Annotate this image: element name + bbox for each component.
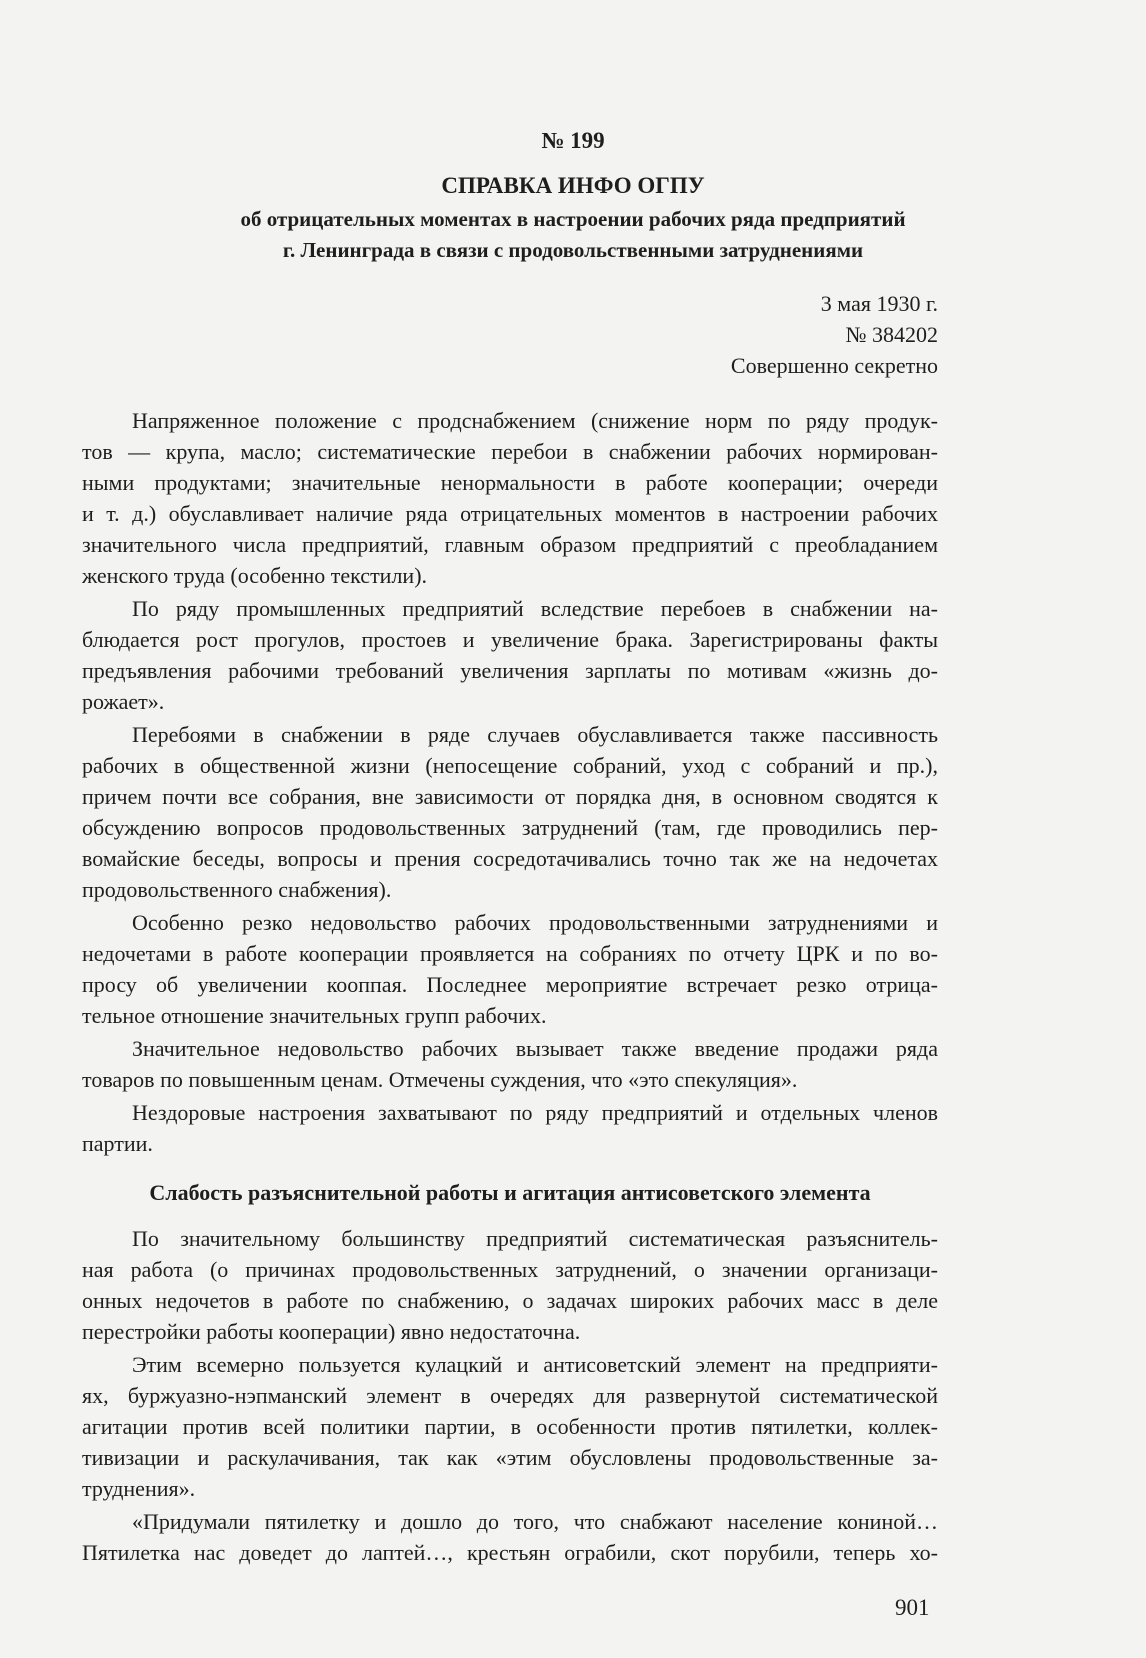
document-number: № 199 (541, 128, 605, 153)
text-line: тивизации и раскулачивания, так как «этим обусловлены продовольственные за- (82, 1445, 938, 1470)
text-line: «Придумали пятилетку и дошло до того, что снабжают население кониной… (132, 1509, 938, 1534)
paragraph (82, 1033, 938, 1095)
text-line: По ряду промышленных предприятий вследствие перебоев в снабжении на- (132, 596, 938, 621)
section-agitation (82, 1223, 938, 1568)
paragraph (82, 719, 938, 905)
document-date: 3 мая 1930 г. (820, 291, 938, 316)
text-line: рабочих в общественной жизни (непосещение собраний, уход с собраний и пр.), (82, 753, 938, 778)
text-line: По значительному большинству предприятий систематическая разъяснитель- (132, 1226, 938, 1251)
text-line: Особенно резко недовольство рабочих продовольственными затруднениями и (132, 910, 938, 935)
text-line: товаров по повышенным ценам. Отмечены суждения, что «это спекуляция». (82, 1067, 798, 1092)
text-line: просу об увеличении кооппая. Последнее мероприятие встречает резко отрица- (82, 972, 938, 997)
subtitle-line: об отрицательных моментах в настроении рабочих ряда предприятий (240, 207, 906, 231)
text-line: партии. (82, 1131, 153, 1156)
text-line: Пятилетка нас доведет до лаптей…, крестьян ограбили, скот порубили, теперь хо- (82, 1540, 938, 1565)
text-line: тов — крупа, масло; систематические перебои в снабжении рабочих нормирован- (82, 439, 938, 464)
text-line: женского труда (особенно текстили). (82, 563, 428, 588)
text-line: ными продуктами; значительные ненормальности в работе кооперации; очереди (82, 470, 938, 495)
paragraph (82, 405, 938, 591)
document-body (82, 405, 938, 1570)
document-meta (731, 288, 938, 381)
text-line: Этим всемерно пользуется кулацкий и антисоветский элемент на предприяти- (132, 1352, 938, 1377)
paragraph (82, 1097, 938, 1159)
paragraph (82, 907, 938, 1031)
registration-number: № 384202 (845, 322, 938, 347)
document-title: СПРАВКА ИНФО ОГПУ (441, 173, 705, 198)
text-line: Значительное недовольство рабочих вызывает также введение продажи ряда (132, 1036, 938, 1061)
classification-label: Совершенно секретно (730, 353, 938, 378)
text-line: Нездоровые настроения захватывают по ряду предприятий и отдельных членов (132, 1100, 938, 1125)
text-line: блюдается рост прогулов, простоев и увеличение брака. Зарегистрированы факты (82, 627, 938, 652)
text-line: агитации против всей политики партии, в особенности против пятилетки, коллек- (82, 1414, 938, 1439)
text-line: рожает». (82, 689, 165, 714)
text-line: тельное отношение значительных групп рабочих. (82, 1003, 547, 1028)
text-line: и т. д.) обуславливает наличие ряда отрицательных моментов в настроении рабочих (82, 501, 938, 526)
text-line: продовольственного снабжения). (82, 877, 392, 902)
paragraph (82, 593, 938, 717)
paragraph (82, 1349, 938, 1504)
text-line: ная работа (о причинах продовольственных затруднений, о значении организаци- (82, 1257, 938, 1282)
section-heading: Слабость разъяснительной работы и агитация антисоветского элемента (149, 1180, 871, 1205)
subtitle-line: г. Ленинграда в связи с продовольственными затруднениями (282, 238, 864, 262)
paragraph (82, 1223, 938, 1347)
text-line: Перебоями в снабжении в ряде случаев обуславливается также пассивность (132, 722, 938, 747)
text-line: обсуждению вопросов продовольственных затруднений (там, где проводились пер- (82, 815, 938, 840)
text-line: онных недочетов в работе по снабжению, о задачах широких рабочих масс в деле (82, 1288, 938, 1313)
text-line: труднения». (82, 1476, 196, 1501)
text-line: значительного числа предприятий, главным образом предприятий с преобладанием (82, 532, 938, 557)
text-line: предъявления рабочими требований увеличения зарплаты по мотивам «жизнь до- (82, 658, 938, 683)
document-subtitle (0, 204, 1146, 266)
text-line: недочетами в работе кооперации проявляется на собраниях по отчету ЦРК и по во- (82, 941, 938, 966)
section-intro (82, 405, 938, 1159)
paragraph (82, 1506, 938, 1568)
text-line: ях, буржуазно-нэпманский элемент в очередях для развернутой систематической (82, 1383, 938, 1408)
page-number: 901 (895, 1595, 930, 1620)
text-line: Напряженное положение с продснабжением (снижение норм по ряду продук- (132, 408, 938, 433)
text-line: перестройки работы кооперации) явно недостаточна. (82, 1319, 581, 1344)
text-line: причем почти все собрания, вне зависимости от порядка дня, в основном сводятся к (82, 784, 938, 809)
text-line: вомайские беседы, вопросы и прения сосредотачивались точно так же на недочетах (82, 846, 938, 871)
